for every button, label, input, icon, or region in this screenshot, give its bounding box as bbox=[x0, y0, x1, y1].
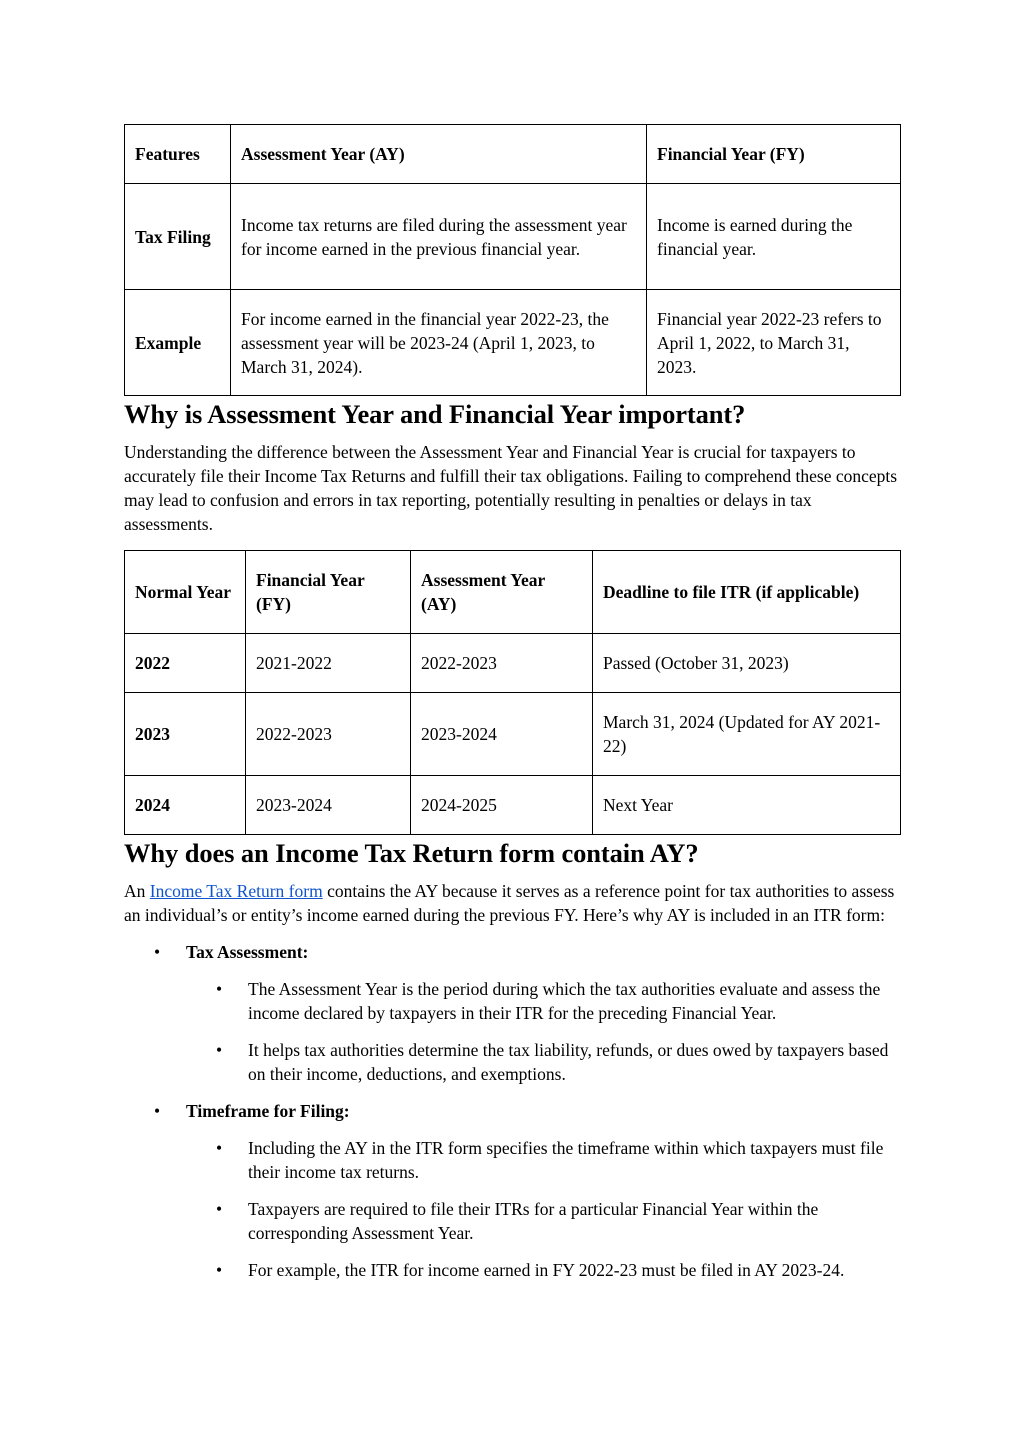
table-cell-ay: For income earned in the financial year 2022-23, the assessment year will be 2023-24 (April 1, 2023, to March 31, 2024). bbox=[231, 290, 647, 396]
section-intro-paragraph bbox=[124, 879, 900, 927]
table-header-cell: Normal Year bbox=[125, 551, 246, 634]
table-header-cell: Financial Year (FY) bbox=[246, 551, 411, 634]
table-cell-year: 2024 bbox=[125, 776, 246, 835]
ay-fy-comparison-table bbox=[124, 124, 901, 396]
table-cell-fy: 2023-2024 bbox=[246, 776, 411, 835]
list-item bbox=[186, 977, 900, 1025]
section-paragraph: Understanding the difference between the Assessment Year and Financial Year is crucial for taxpayers to accurately file their Income Tax Returns and fulfill their tax obligations. Failing to comprehend these concepts may lead to confusion and errors in tax reporting, potentially resulting in penalties or delays in tax assessments. bbox=[124, 442, 898, 534]
list-item-text: Taxpayers are required to file their ITRs for a particular Financial Year within the corresponding Assessment Year. bbox=[248, 1199, 819, 1243]
bullet-icon: • bbox=[154, 1101, 161, 1121]
bullet-icon: • bbox=[216, 1199, 223, 1219]
list-item-title: Tax Assessment: bbox=[186, 942, 309, 962]
section-heading-importance: Why is Assessment Year and Financial Year important? bbox=[124, 399, 746, 429]
table-header-row bbox=[125, 551, 901, 634]
table-cell-fy: Income is earned during the financial year. bbox=[647, 184, 901, 290]
table-cell-year: 2022 bbox=[125, 634, 246, 693]
bullet-icon: • bbox=[216, 1260, 223, 1280]
table-cell-fy: 2021-2022 bbox=[246, 634, 411, 693]
list-item bbox=[186, 1197, 900, 1245]
table-row bbox=[125, 693, 901, 776]
table-cell-deadline: March 31, 2024 (Updated for AY 2021-22) bbox=[593, 693, 901, 776]
table-cell-fy: 2022-2023 bbox=[246, 693, 411, 776]
table-row bbox=[125, 184, 901, 290]
table-header-cell: Financial Year (FY) bbox=[647, 125, 901, 184]
list-item-text: It helps tax authorities determine the tax liability, refunds, or dues owed by taxpayers based on their income, deductions, and exemptions. bbox=[248, 1040, 889, 1084]
list-item-text: The Assessment Year is the period during which the tax authorities evaluate and assess the income declared by taxpayers in their ITR for the preceding Financial Year. bbox=[248, 979, 881, 1023]
table-header-cell: Features bbox=[125, 125, 231, 184]
table-row bbox=[125, 634, 901, 693]
list-item bbox=[124, 940, 900, 1086]
bullet-icon: • bbox=[216, 979, 223, 999]
document-page bbox=[124, 124, 900, 1295]
list-item bbox=[124, 1099, 900, 1282]
table-cell-ay: Income tax returns are filed during the assessment year for income earned in the previous financial year. bbox=[231, 184, 647, 290]
table-cell-deadline: Next Year bbox=[593, 776, 901, 835]
income-tax-return-form-link[interactable]: Income Tax Return form bbox=[149, 881, 323, 901]
list-item bbox=[186, 1258, 900, 1282]
table-cell-deadline: Passed (October 31, 2023) bbox=[593, 634, 901, 693]
list-item-text: Including the AY in the ITR form specifies the timeframe within which taxpayers must file their income tax returns. bbox=[248, 1138, 884, 1182]
table-cell-feature: Tax Filing bbox=[125, 184, 231, 290]
reasons-list bbox=[124, 940, 900, 1282]
table-cell-year: 2023 bbox=[125, 693, 246, 776]
intro-prefix: An bbox=[124, 881, 150, 901]
bullet-icon: • bbox=[216, 1040, 223, 1060]
table-cell-ay: 2023-2024 bbox=[411, 693, 593, 776]
intro-suffix: contains the AY because it serves as a reference point for tax authorities to assess an individual’s or entity’s income earned during the previous FY. Here’s why AY is included in an ITR form: bbox=[124, 881, 895, 925]
table-cell-feature: Example bbox=[125, 290, 231, 396]
list-item-title: Timeframe for Filing: bbox=[186, 1101, 350, 1121]
sub-list bbox=[186, 1136, 900, 1282]
table-cell-fy: Financial year 2022-23 refers to April 1, 2022, to March 31, 2023. bbox=[647, 290, 901, 396]
list-item bbox=[186, 1136, 900, 1184]
year-deadline-table bbox=[124, 550, 901, 835]
table-header-cell: Assessment Year (AY) bbox=[411, 551, 593, 634]
table-row bbox=[125, 776, 901, 835]
bullet-icon: • bbox=[216, 1138, 223, 1158]
table-header-cell: Assessment Year (AY) bbox=[231, 125, 647, 184]
table-cell-ay: 2024-2025 bbox=[411, 776, 593, 835]
table-header-cell: Deadline to file ITR (if applicable) bbox=[593, 551, 901, 634]
sub-list bbox=[186, 977, 900, 1086]
bullet-icon: • bbox=[154, 942, 161, 962]
list-item-text: For example, the ITR for income earned in FY 2022-23 must be filed in AY 2023-24. bbox=[248, 1260, 845, 1280]
table-cell-ay: 2022-2023 bbox=[411, 634, 593, 693]
list-item bbox=[186, 1038, 900, 1086]
table-header-row bbox=[125, 125, 901, 184]
table-row bbox=[125, 290, 901, 396]
section-heading-itr-ay: Why does an Income Tax Return form contain AY? bbox=[124, 838, 699, 868]
